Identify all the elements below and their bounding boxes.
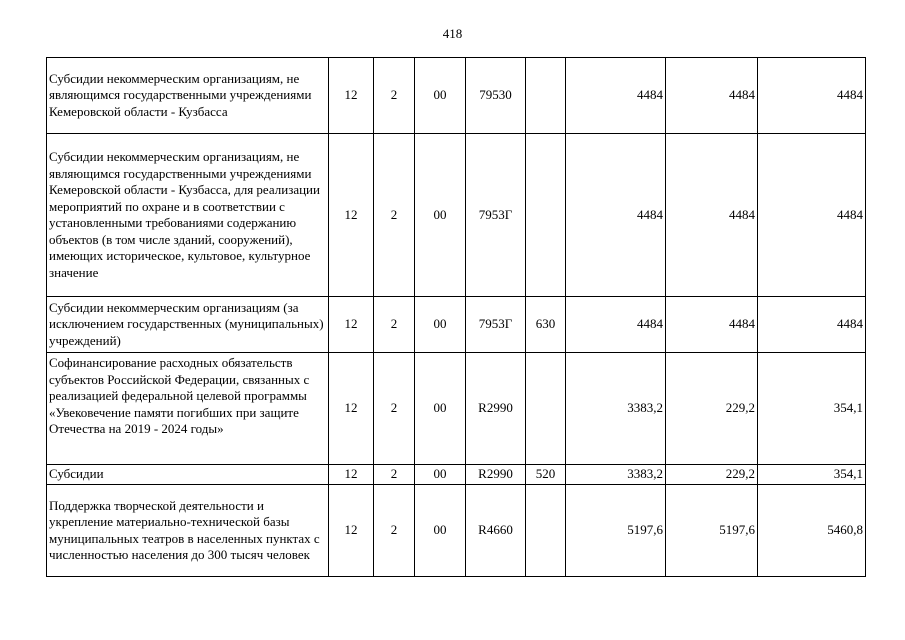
row-value-1: 4484 — [566, 134, 666, 297]
table-row — [47, 485, 866, 577]
row-value-3: 354,1 — [758, 353, 866, 465]
row-code: 7953Г — [466, 134, 526, 297]
row-value-1: 4484 — [566, 58, 666, 134]
row-subsection: 2 — [374, 485, 415, 577]
row-section: 12 — [329, 353, 374, 465]
table-row — [47, 134, 866, 297]
row-expense-type — [526, 353, 566, 465]
row-value-2: 4484 — [666, 134, 758, 297]
row-value-2: 4484 — [666, 297, 758, 353]
row-subsection: 2 — [374, 297, 415, 353]
row-subsection: 2 — [374, 134, 415, 297]
row-expense-type — [526, 58, 566, 134]
row-program: 00 — [415, 134, 466, 297]
budget-table — [46, 57, 866, 577]
row-name: Субсидии некоммерческим организациям, не являющимся государственными учреждениями Кемеровской области - Кузбасса — [47, 58, 329, 134]
row-section: 12 — [329, 485, 374, 577]
table-row — [47, 465, 866, 485]
row-code: R2990 — [466, 353, 526, 465]
row-code: 79530 — [466, 58, 526, 134]
table-row — [47, 353, 866, 465]
row-name: Софинансирование расходных обязательств субъектов Российской Федерации, связанных с реализацией федеральной целевой программы «Увековечение памяти погибших при защите Отечества на 2019 - 2024 годы» — [47, 353, 329, 465]
row-expense-type: 520 — [526, 465, 566, 485]
row-code: 7953Г — [466, 297, 526, 353]
row-program: 00 — [415, 58, 466, 134]
row-value-3: 5460,8 — [758, 485, 866, 577]
page-number: 418 — [442, 26, 463, 41]
row-value-2: 229,2 — [666, 465, 758, 485]
row-subsection: 2 — [374, 58, 415, 134]
row-section: 12 — [329, 465, 374, 485]
table-row — [47, 297, 866, 353]
row-name: Субсидии — [47, 465, 329, 485]
row-value-1: 4484 — [566, 297, 666, 353]
row-value-3: 4484 — [758, 134, 866, 297]
row-section: 12 — [329, 297, 374, 353]
row-value-3: 4484 — [758, 58, 866, 134]
row-expense-type: 630 — [526, 297, 566, 353]
row-section: 12 — [329, 58, 374, 134]
row-name: Субсидии некоммерческим организациям, не являющимся государственными учреждениями Кемеровской области - Кузбасса, для реализации мероприятий по охране и в соответствии с установленными требованиями содержанию объектов (в том числе зданий, сооружений), имеющих историческое, культовое, культурное значение — [47, 134, 329, 297]
row-value-2: 229,2 — [666, 353, 758, 465]
row-value-2: 4484 — [666, 58, 758, 134]
row-value-3: 4484 — [758, 297, 866, 353]
row-code: R2990 — [466, 465, 526, 485]
row-program: 00 — [415, 297, 466, 353]
row-section: 12 — [329, 134, 374, 297]
row-code: R4660 — [466, 485, 526, 577]
row-value-2: 5197,6 — [666, 485, 758, 577]
row-value-1: 5197,6 — [566, 485, 666, 577]
row-program: 00 — [415, 485, 466, 577]
row-name: Поддержка творческой деятельности и укрепление материально-технической базы муниципальных театров в населенных пунктах с численностью населения до 300 тысяч человек — [47, 485, 329, 577]
row-expense-type — [526, 134, 566, 297]
row-name: Субсидии некоммерческим организациям (за исключением государственных (муниципальных) учреждений) — [47, 297, 329, 353]
row-expense-type — [526, 485, 566, 577]
row-program: 00 — [415, 353, 466, 465]
row-subsection: 2 — [374, 353, 415, 465]
row-value-1: 3383,2 — [566, 465, 666, 485]
row-program: 00 — [415, 465, 466, 485]
row-value-1: 3383,2 — [566, 353, 666, 465]
row-value-3: 354,1 — [758, 465, 866, 485]
row-subsection: 2 — [374, 465, 415, 485]
table-row — [47, 58, 866, 134]
